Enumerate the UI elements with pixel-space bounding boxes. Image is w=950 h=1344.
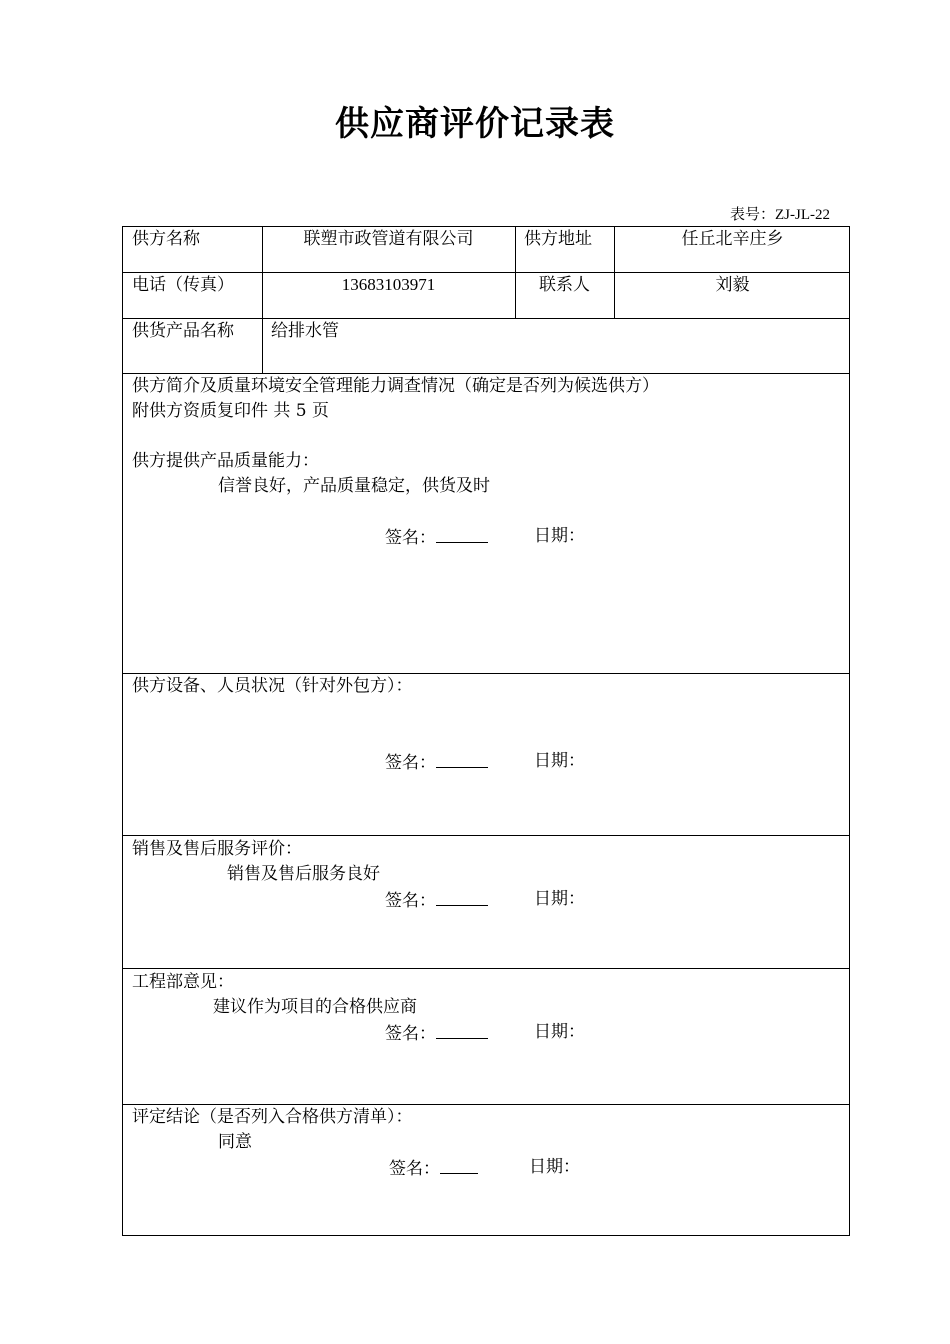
supplier-name-value: 联塑市政管道有限公司	[303, 229, 474, 249]
signature-label: 签名：	[389, 1159, 440, 1179]
contact-label: 联系人	[539, 275, 590, 295]
row-divider	[123, 968, 849, 969]
page-title: 供应商评价记录表	[335, 104, 615, 144]
intro-date: 日期：	[534, 526, 585, 546]
phone-label: 电话（传真）	[132, 275, 234, 295]
product-label: 供货产品名称	[132, 321, 234, 341]
supplier-name-label: 供方名称	[132, 229, 200, 249]
contact-value: 刘毅	[715, 275, 750, 295]
signature-label: 签名：	[385, 753, 436, 773]
quality-label: 供方提供产品质量能力：	[132, 451, 319, 471]
supplier-address-value: 任丘北辛庄乡	[681, 229, 784, 249]
sales-signature	[385, 887, 488, 913]
conclusion-date: 日期：	[529, 1157, 580, 1177]
phone-value: 13683103971	[341, 275, 436, 294]
sales-heading: 销售及售后服务评价：	[132, 839, 302, 859]
quality-text: 信誉良好，产品质量稳定，供货及时	[218, 476, 490, 496]
attachment-note: 附供方资质复印件 共 5 页	[132, 401, 330, 421]
signature-blank[interactable]	[436, 887, 488, 906]
conclusion-signature	[389, 1155, 478, 1181]
supplier-address-label: 供方地址	[524, 229, 592, 249]
sales-date: 日期：	[534, 889, 585, 909]
sales-text: 销售及售后服务良好	[227, 864, 380, 884]
intro-heading: 供方简介及质量环境安全管理能力调查情况（确定是否列为候选供方）	[132, 376, 659, 396]
conclusion-text: 同意	[218, 1132, 252, 1152]
intro-signature	[385, 524, 488, 550]
signature-blank[interactable]	[436, 749, 488, 768]
equipment-date: 日期：	[534, 751, 585, 771]
signature-blank[interactable]	[440, 1155, 478, 1174]
engineering-heading: 工程部意见：	[132, 972, 234, 992]
engineering-text: 建议作为项目的合格供应商	[213, 997, 417, 1017]
evaluation-table	[122, 226, 850, 1236]
equipment-signature	[385, 749, 488, 775]
signature-label: 签名：	[385, 528, 436, 548]
equipment-heading: 供方设备、人员状况（针对外包方）：	[132, 676, 413, 696]
engineering-date: 日期：	[534, 1022, 585, 1042]
signature-blank[interactable]	[436, 1020, 488, 1039]
form-number: 表号：ZJ-JL-22	[730, 207, 830, 223]
conclusion-heading: 评定结论（是否列入合格供方清单）：	[132, 1107, 413, 1127]
product-value: 给排水管	[271, 321, 339, 341]
row-divider	[123, 835, 849, 836]
signature-label: 签名：	[385, 891, 436, 911]
signature-blank[interactable]	[436, 524, 488, 543]
signature-label: 签名：	[385, 1024, 436, 1044]
engineering-signature	[385, 1020, 488, 1046]
